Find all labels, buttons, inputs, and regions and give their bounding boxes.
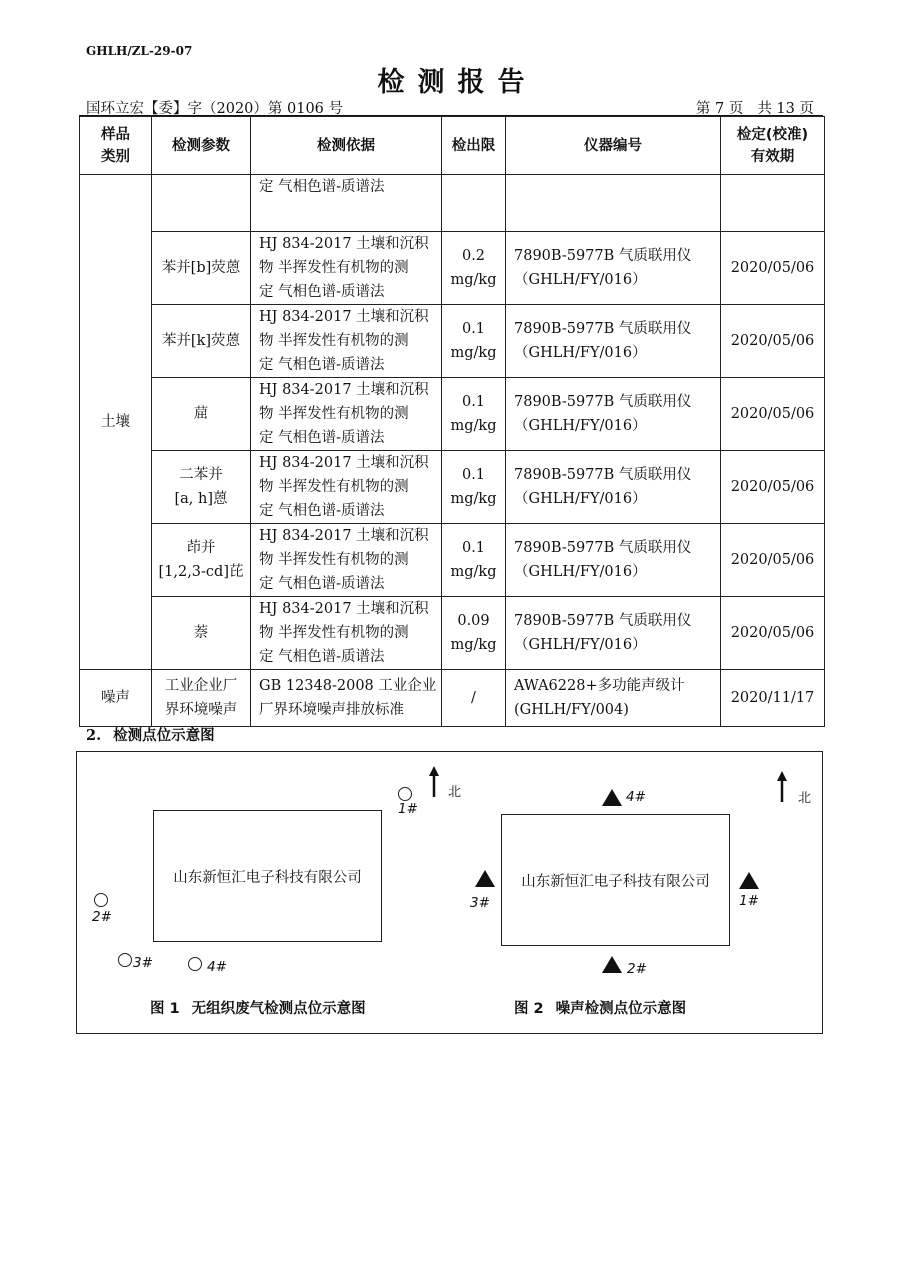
table-row — [80, 451, 825, 524]
validity-cell: 2020/11/17 — [721, 670, 825, 727]
triangle-marker-2 — [602, 956, 622, 973]
monitoring-point-diagram — [76, 751, 823, 1034]
param-cell: 苯并[b]荧蒽 — [152, 232, 251, 305]
basis-cell: GB 12348-2008 工业企业 厂界环境噪声排放标准 — [251, 670, 442, 727]
limit-cell: 0.1 mg/kg — [442, 524, 506, 597]
section-heading: 2. 检测点位示意图 — [86, 727, 215, 744]
header-limit: 检出限 — [442, 117, 506, 175]
report-title: 检测报告 — [377, 67, 538, 98]
param-cell: 䓛 — [152, 378, 251, 451]
point-label: 4# — [207, 959, 227, 975]
instrument-cell: 7890B-5977B 气质联用仪 （GHLH/FY/016） — [506, 451, 721, 524]
validity-cell: 2020/05/06 — [721, 305, 825, 378]
instrument-cell: 7890B-5977B 气质联用仪 （GHLH/FY/016） — [506, 524, 721, 597]
point-label: 1# — [739, 893, 759, 909]
triangle-marker-1 — [739, 872, 759, 889]
instrument-cell: 7890B-5977B 气质联用仪 （GHLH/FY/016） — [506, 378, 721, 451]
circle-marker-4 — [189, 958, 202, 971]
triangle-marker-3 — [475, 870, 495, 887]
figure-caption-2: 图 2 噪声检测点位示意图 — [514, 1001, 687, 1017]
north-label: 北 — [448, 785, 462, 800]
param-cell: 苯并[k]荧蒽 — [152, 305, 251, 378]
basis-cell: HJ 834-2017 土壤和沉积 物 半挥发性有机物的测 定 气相色谱-质谱法 — [251, 597, 442, 670]
limit-cell: 0.1 mg/kg — [442, 378, 506, 451]
point-label: 1# — [398, 801, 418, 817]
north-label: 北 — [798, 791, 812, 806]
basis-cell: HJ 834-2017 土壤和沉积 物 半挥发性有机物的测 定 气相色谱-质谱法 — [251, 451, 442, 524]
validity-cell: 2020/05/06 — [721, 524, 825, 597]
header-param: 检测参数 — [152, 117, 251, 175]
basis-cell: HJ 834-2017 土壤和沉积 物 半挥发性有机物的测 定 气相色谱-质谱法 — [251, 232, 442, 305]
table-row-noise — [80, 670, 825, 727]
limit-cell: 0.09 mg/kg — [442, 597, 506, 670]
point-label: 2# — [627, 961, 647, 977]
basis-cell: HJ 834-2017 土壤和沉积 物 半挥发性有机物的测 定 气相色谱-质谱法 — [251, 524, 442, 597]
table-row-continuation — [80, 175, 825, 232]
table-row — [80, 597, 825, 670]
company-building-fig1: 山东新恒汇电子科技有限公司 — [153, 810, 382, 942]
param-cell: 二苯并 [a, h]蒽 — [152, 451, 251, 524]
limit-cell — [442, 175, 506, 232]
table-header-row — [80, 117, 825, 175]
figure-caption-1: 图 1 无组织废气检测点位示意图 — [150, 1001, 366, 1017]
validity-cell: 2020/05/06 — [721, 232, 825, 305]
header-basis: 检测依据 — [251, 117, 442, 175]
instrument-cell: 7890B-5977B 气质联用仪 （GHLH/FY/016） — [506, 232, 721, 305]
document-code: GHLH/ZL-29-07 — [86, 44, 193, 58]
validity-cell: 2020/05/06 — [721, 597, 825, 670]
test-method-table — [79, 116, 825, 727]
circle-marker-2 — [95, 894, 108, 907]
table-row — [80, 232, 825, 305]
page-current: 第 7 页 — [695, 101, 744, 117]
header-validity: 检定(校准) 有效期 — [721, 117, 825, 175]
point-label: 3# — [470, 895, 490, 911]
limit-cell: 0.1 mg/kg — [442, 305, 506, 378]
instrument-cell — [506, 175, 721, 232]
limit-cell: / — [442, 670, 506, 727]
page-total: 共 13 页 — [757, 101, 814, 117]
validity-cell: 2020/05/06 — [721, 451, 825, 524]
basis-cell: 定 气相色谱-质谱法 — [251, 175, 442, 232]
param-cell: 茚并 [1,2,3-cd]芘 — [152, 524, 251, 597]
category-cell-noise: 噪声 — [80, 670, 152, 727]
instrument-cell: AWA6228+多功能声级计 (GHLH/FY/004) — [506, 670, 721, 727]
param-cell — [152, 175, 251, 232]
header-instrument: 仪器编号 — [506, 117, 721, 175]
validity-cell: 2020/05/06 — [721, 378, 825, 451]
basis-cell: HJ 834-2017 土壤和沉积 物 半挥发性有机物的测 定 气相色谱-质谱法 — [251, 305, 442, 378]
north-arrow-head-1 — [429, 766, 439, 776]
param-cell: 工业企业厂 界环境噪声 — [152, 670, 251, 727]
instrument-cell: 7890B-5977B 气质联用仪 （GHLH/FY/016） — [506, 597, 721, 670]
table-row — [80, 524, 825, 597]
header-category: 样品 类别 — [80, 117, 152, 175]
circle-marker-1 — [399, 788, 412, 801]
table-row — [80, 378, 825, 451]
company-building-fig2: 山东新恒汇电子科技有限公司 — [501, 814, 730, 946]
north-arrow-head-2 — [777, 771, 787, 781]
circle-marker-3 — [119, 954, 132, 967]
limit-cell: 0.2 mg/kg — [442, 232, 506, 305]
triangle-marker-4 — [602, 789, 622, 806]
point-label: 4# — [626, 789, 646, 805]
basis-cell: HJ 834-2017 土壤和沉积 物 半挥发性有机物的测 定 气相色谱-质谱法 — [251, 378, 442, 451]
report-number: 国环立宏【委】字（2020）第 0106 号 — [86, 101, 344, 117]
point-label: 2# — [92, 909, 112, 925]
param-cell: 萘 — [152, 597, 251, 670]
limit-cell: 0.1 mg/kg — [442, 451, 506, 524]
point-label: 3# — [133, 955, 153, 971]
table-row — [80, 305, 825, 378]
instrument-cell: 7890B-5977B 气质联用仪 （GHLH/FY/016） — [506, 305, 721, 378]
category-cell-soil: 土壤 — [80, 175, 152, 670]
validity-cell — [721, 175, 825, 232]
